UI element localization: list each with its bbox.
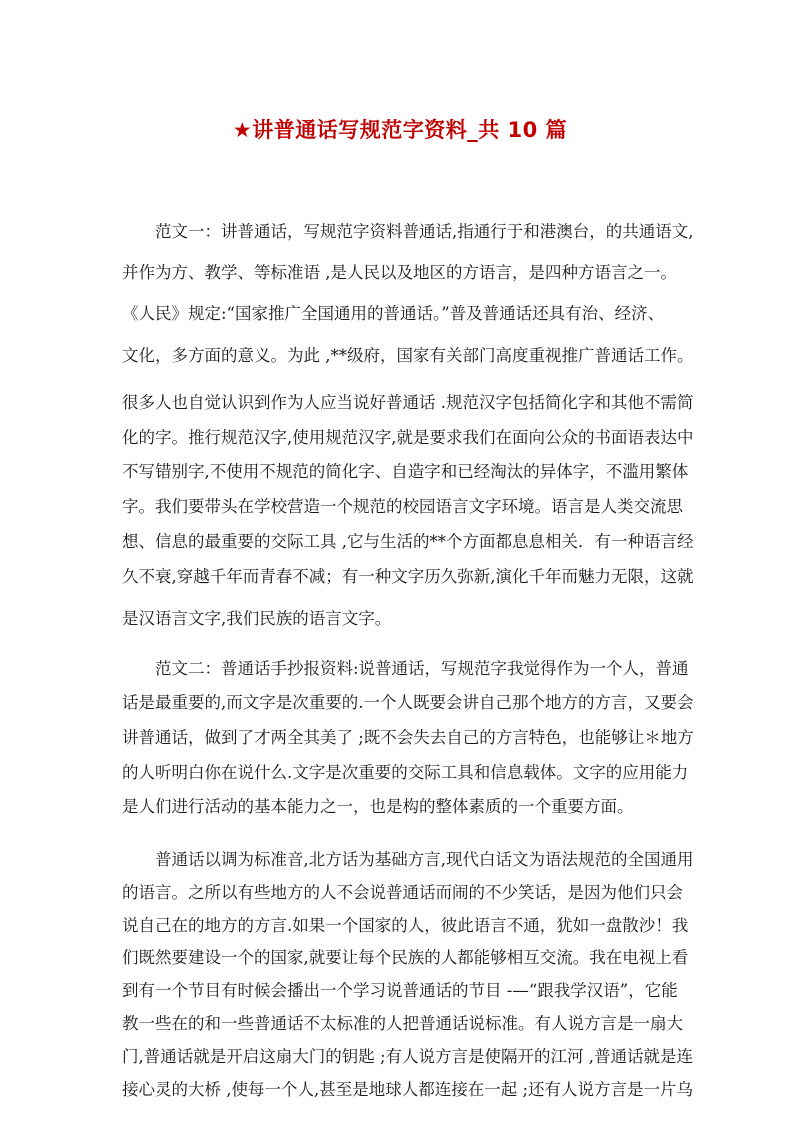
paragraph-line: 是人们进行活动的基本能力之一，也是构的整体素质的一个重要方面。: [122, 797, 634, 816]
paragraph-line: 字。我们要带头在学校营造一个规范的校园语言文字环境。语言是人类交流思: [122, 497, 683, 516]
paragraph-line: 话是最重要的,而文字是次重要的.一个人既要会讲自己那个地方的方言，又要会: [122, 693, 694, 712]
paragraph-line: 的人听明白你在说什么.文字是次重要的交际工具和信息载体。文字的应用能力: [122, 763, 689, 782]
paragraph-line: 是汉语言文字,我们民族的语言文字。: [122, 609, 392, 628]
paragraph-line: 久不衰,穿越千年而青春不减；有一种文字历久弥新,演化千年而魅力无限，这就: [122, 567, 694, 586]
paragraph-line: 范文二：普通话手抄报资料:说普通话，写规范字我觉得作为一个人，普通: [155, 659, 689, 678]
paragraph-line: 很多人也自觉认识到作为人应当说好普通话 .规范汉字包括简化字和其他不需简: [122, 393, 694, 412]
paragraph-line: 范文一：讲普通话，写规范字资料普通话,指通行于和港澳台，的共通语文,: [155, 222, 694, 241]
paragraph-line: 说自己在的地方的方言.如果一个国家的人，彼此语言不通，犹如一盘散沙！我: [122, 916, 689, 935]
paragraph-line: 到有一个节目有时候会播出一个学习说普通话的节目 -—“跟我学汉语”，它能: [122, 981, 678, 1000]
paragraph-line: 化的字。推行规范汉字,使用规范汉字,就是要求我们在面向公众的书面语表达中: [122, 428, 694, 447]
paragraph-line: 教一些在的和一些普通话不太标准的人把普通话说标准。有人说方言是一扇大: [122, 1014, 683, 1033]
document-title: ★讲普通话写规范字资料_共 10 篇: [232, 118, 568, 142]
paragraph-line: 普通话以调为标准音,北方话为基础方言,现代白话文为语法规范的全国通用: [155, 850, 694, 869]
paragraph-line: 想、信息的最重要的交际工具 ,它与生活的**个方面都息息相关．有一种语言经: [122, 532, 694, 551]
paragraph-line: 接心灵的大桥 ,使每一个人,甚至是地球人都连接在一起 ;还有人说方言是一片乌: [122, 1080, 694, 1099]
paragraph-line: 不写错别字,不使用不规范的简化字、自造字和已经淘汰的异体字，不滥用繁体: [122, 462, 689, 481]
paragraph-line: 文化，多方面的意义。为此 ,**级府，国家有关部门高度重视推广普通话工作。: [122, 346, 694, 365]
paragraph-line: 门,普通话就是开启这扇大门的钥匙 ;有人说方言是使隔开的江河 ,普通话就是连: [122, 1047, 694, 1066]
paragraph-line: 并作为方、教学、等标准语 ,是人民以及地区的方语言，是四种方语言之一。: [122, 263, 677, 282]
paragraph-line: 们既然要建设一个的国家,就要让每个民族的人都能够相互交流。我在电视上看: [122, 948, 689, 967]
paragraph-line: 的语言。之所以有些地方的人不会说普通话而闹的不少笑话，是因为他们只会: [122, 883, 683, 902]
paragraph-line: 《人民》规定:“国家推广全国通用的普通话。”普及普通话还具有治、经济、: [122, 304, 665, 323]
paragraph-line: 讲普通话，做到了才两全其美了 ;既不会失去自己的方言特色，也能够让＊地方: [122, 728, 694, 747]
